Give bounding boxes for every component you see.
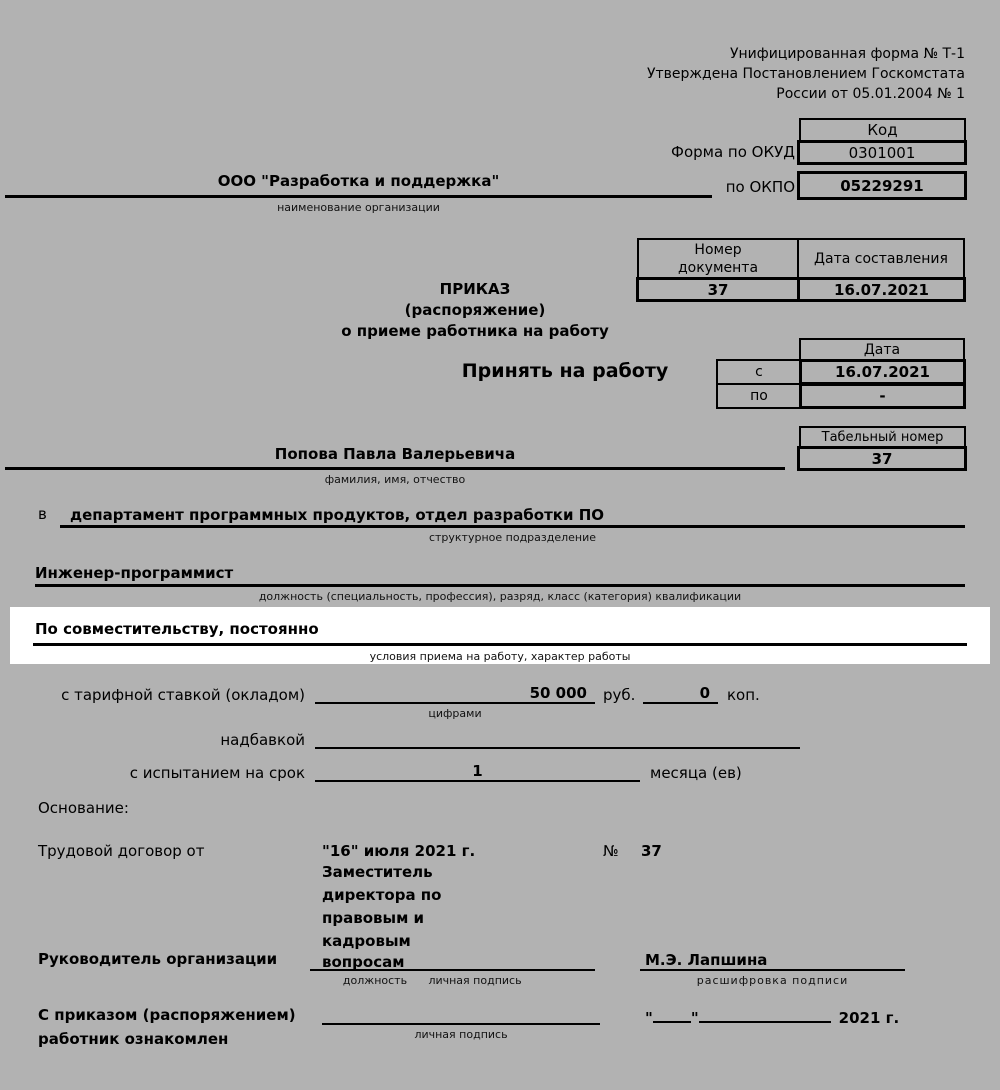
- code-header-label: Код: [867, 121, 898, 139]
- okpo-value-cell: [797, 171, 967, 200]
- personnel-number-header: Табельный номер: [821, 429, 944, 445]
- signer-position-line: директора по: [322, 886, 442, 904]
- salary-value: 50 000: [529, 684, 587, 702]
- doc-date-value-cell: [797, 277, 966, 302]
- signer-position-line: Заместитель: [322, 863, 433, 881]
- date-from-value-cell: [799, 359, 966, 385]
- probation-suffix: месяца (ев): [650, 764, 742, 782]
- conditions-underline: [33, 607, 967, 646]
- title-line2: (распоряжение): [404, 301, 546, 319]
- conditions-caption: условия приема на работу, характер работы: [369, 650, 631, 663]
- signer-name: М.Э. Лапшина: [645, 951, 768, 969]
- probation-value: 1: [472, 762, 483, 780]
- position-field: [35, 560, 965, 587]
- okud-value-cell: [797, 140, 967, 165]
- okpo-label: по ОКПО: [725, 178, 795, 196]
- organization-name-field: [5, 172, 712, 198]
- document-title: [255, 279, 695, 342]
- probation-value-field: [315, 761, 640, 782]
- signer-position-line: кадровым: [322, 932, 411, 950]
- signature-caption-name: расшифровка подписи: [696, 974, 849, 987]
- signature-caption-sign: личная подпись: [428, 974, 522, 987]
- day-blank-line: [653, 1006, 691, 1023]
- form-header-line2: Утверждена Постановлением Госкомстата: [646, 66, 965, 82]
- acknowledgment-line2: работник ознакомлен: [38, 1030, 229, 1048]
- personnel-number-header-cell: [799, 426, 966, 448]
- signer-position-line: вопросам: [322, 953, 405, 971]
- probation-label: с испытанием на срок: [129, 764, 305, 782]
- acknowledgment-line1: С приказом (распоряжением): [38, 1006, 296, 1024]
- bonus-value-field: [315, 728, 800, 749]
- doc-date-value: 16.07.2021: [834, 280, 929, 299]
- employee-name-field: [5, 445, 785, 470]
- form-header-line1: Унифицированная форма № Т-1: [729, 46, 965, 62]
- date-from-label: с: [755, 364, 763, 380]
- position-caption: должность (специальность, профессия), разряд, класс (категория) квалификации: [258, 590, 742, 603]
- date-to-label: по: [750, 388, 768, 404]
- department-prefix: в: [38, 505, 47, 523]
- date-from-label-cell: [716, 359, 802, 385]
- employee-name-caption: фамилия, имя, отчество: [324, 473, 466, 486]
- contract-date: "16" июля 2021 г.: [322, 842, 476, 860]
- department-value: департамент программных продуктов, отдел разработки ПО: [70, 506, 605, 524]
- acknowledgment-caption: личная подпись: [414, 1028, 508, 1041]
- date-range-header-cell: [799, 338, 965, 361]
- date-range-header: Дата: [863, 341, 901, 358]
- basis-label: Основание:: [38, 799, 129, 817]
- contract-no-label: №: [603, 842, 619, 860]
- form-header: [465, 44, 965, 104]
- conditions-field-highlight[interactable]: [10, 607, 990, 664]
- date-from-value: 16.07.2021: [835, 363, 930, 381]
- code-header-cell: [799, 118, 966, 142]
- organization-name-caption: наименование организации: [277, 201, 440, 214]
- title-line3: о приеме работника на работу: [341, 322, 609, 340]
- salary-kop-field: [643, 683, 718, 704]
- salary-value-field: [315, 683, 595, 704]
- date-to-label-cell: [716, 383, 802, 409]
- doc-date-header: Дата составления: [814, 250, 948, 267]
- salary-kop-value: 0: [699, 684, 710, 702]
- head-of-org-label: Руководитель организации: [38, 950, 278, 968]
- form-header-line3: России от 05.01.2004 № 1: [776, 86, 965, 102]
- salary-label: с тарифной ставкой (окладом): [61, 686, 305, 704]
- salary-rub-label: руб.: [603, 686, 636, 704]
- doc-number-value: 37: [707, 280, 729, 299]
- signature-line-name: [640, 948, 905, 971]
- signer-position-line: правовым и: [322, 909, 425, 927]
- doc-date-header-cell: [797, 238, 965, 279]
- date-to-value: -: [879, 387, 886, 405]
- okud-value: 0301001: [848, 143, 916, 162]
- acknowledgment-date: [645, 1006, 899, 1027]
- salary-caption: цифрами: [428, 707, 482, 720]
- position-value: Инженер-программист: [35, 564, 234, 582]
- conditions-value: По совместительству, постоянно: [35, 620, 319, 638]
- organization-name: ООО "Разработка и поддержка": [217, 172, 500, 190]
- doc-number-header: Номер документа: [677, 241, 759, 276]
- title-line1: ПРИКАЗ: [439, 280, 511, 298]
- quote-open: ": [645, 1009, 653, 1027]
- acknowledgment-year: 2021 г.: [838, 1009, 900, 1027]
- signature-line-position: [310, 948, 595, 971]
- acknowledgment-signature-line: [322, 1003, 600, 1025]
- date-to-value-cell: [799, 383, 966, 409]
- month-blank-line: [699, 1006, 831, 1023]
- okud-label: Форма по ОКУД: [671, 143, 795, 161]
- department-caption: структурное подразделение: [428, 531, 597, 544]
- signature-caption-position: должность: [342, 974, 408, 987]
- bonus-label: надбавкой: [220, 731, 305, 749]
- contract-no-value: 37: [641, 842, 662, 860]
- okpo-value: 05229291: [840, 176, 924, 195]
- employee-name: Попова Павла Валерьевича: [274, 445, 516, 463]
- department-field: [60, 502, 965, 528]
- salary-kop-label: коп.: [727, 686, 760, 704]
- contract-label: Трудовой договор от: [38, 842, 205, 860]
- quote-close: ": [690, 1009, 699, 1027]
- personnel-number-value-cell: [797, 446, 967, 471]
- doc-number-header-cell: [637, 238, 799, 279]
- personnel-number-value: 37: [871, 449, 893, 468]
- action-title: Принять на работу: [461, 360, 669, 382]
